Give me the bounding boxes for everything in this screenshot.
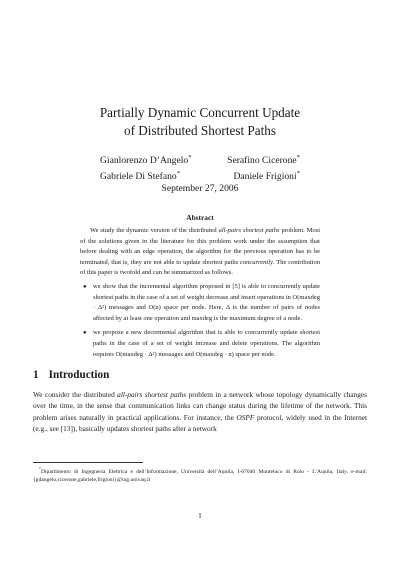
title-line-2: of Distributed Shortest Paths	[123, 123, 277, 138]
section-number: 1	[33, 369, 39, 381]
list-item: ● we show that the incremental algorithm proposed in [5] is able to concurrently update shortest paths in the case of a set of weight decrease and insert operations in O(maxdeg · Δ²) messages and O(n) space per node. Here, Δ is the number of pairs of nodes affected by at least one operation and maxdeg is the maximum degree of a node.	[83, 282, 320, 322]
bullet-icon: ●	[83, 283, 87, 290]
section-heading	[33, 369, 109, 381]
author-block	[100, 152, 300, 183]
author: Gabriele Di Stefano*	[100, 169, 181, 182]
section-title: Introduction	[48, 369, 110, 381]
list-item: ● we propose a new decremental algorithm that is able to concurrently update shortest paths in the case of a set of weight increase and delete operations. The algorithm requires O(maxdeg · Δ²) messages and O(maxdeg · n) space per node.	[83, 329, 320, 358]
intro-body	[33, 389, 367, 434]
footnote: *Dipartimento di Ingegneria Elettrica e dell’Informazione, Università dell’Aquila, I-67040 Monteluco di Roio - L’Aquila, Italy. e-mail: {gdangelo,cicerone,gabriele,frigioni}@ing.univaq.it	[33, 467, 367, 484]
bullet-icon: ●	[83, 330, 87, 337]
author: Daniele Frigioni*	[233, 169, 300, 182]
footnote-rule	[33, 462, 143, 463]
paper-title	[0, 104, 400, 140]
contribution-list	[80, 282, 320, 360]
abstract-paragraph: We study the dynamic version of the distributed all-pairs shortest paths problem. Most of the solutions given in the literature for this problem work under the assumption that before dealing with an edge operation, the algorithm for the previous operation has to be terminated, that is, they are not able to update shortest paths concurrently. The contribution of this paper is twofold and can be summarized as follows.	[80, 227, 321, 277]
paper-date: September 27, 2006	[161, 183, 239, 194]
intro-paragraph: We consider the distributed all-pairs shortest paths problem in a network whose topology dynamically changes over the time, in the sense that communication links can change status during the lifetime of the network. This problem arises naturally in practical applications. For instance, the OSPF protocol, widely used in the Internet (e.g., see [13]), basically updates shortest paths after a network	[33, 390, 367, 433]
author-row	[100, 152, 300, 168]
author: Gianlorenzo D’Angelo*	[100, 154, 192, 167]
author-row	[100, 168, 300, 184]
title-line-1: Partially Dynamic Concurrent Update	[99, 105, 301, 120]
page-number: 1	[198, 511, 202, 520]
abstract-body	[80, 226, 320, 364]
abstract-heading: Abstract	[186, 213, 214, 222]
author: Serafino Cicerone*	[227, 154, 300, 167]
